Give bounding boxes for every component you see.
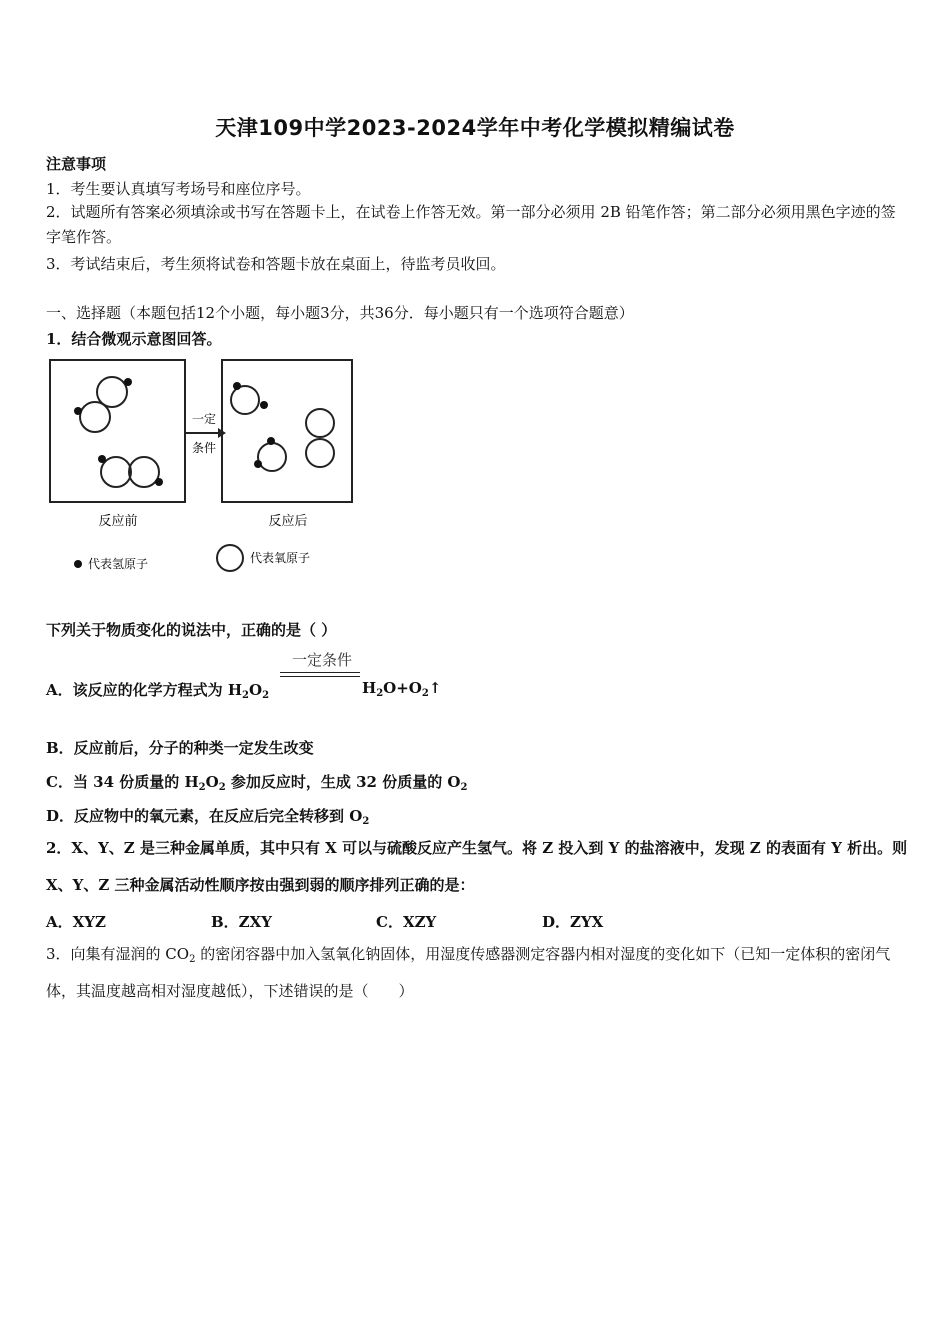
o2-molecule xyxy=(306,409,334,467)
q2-stem: 2．X、Y、Z 是三种金属单质，其中只有 X 可以与硫酸反应产生氢气。将 Z 投入到 Y 的盐溶液中，发现 Z 的表面有 Y 析出。则 X、Y、Z 三种金属活动性顺序按由强到弱的顺序排列正确的是： xyxy=(46,839,908,894)
before-box xyxy=(50,360,185,502)
legend-o-label: 代表氧原子 xyxy=(250,551,311,565)
q1-option-d[interactable]: D．反应物中的氧元素，在反应后完全转移到 $O_2$ xyxy=(46,807,370,827)
h-atom xyxy=(260,401,268,409)
q1-option-c[interactable]: C．当 34 份质量的 $H_2O_2$ 参加反应时，生成 32 份质量的 $O_2$ xyxy=(46,773,468,793)
q2-option-a[interactable]: A．XYZ xyxy=(46,913,106,931)
h-atom xyxy=(74,407,82,415)
after-label: 反应后 xyxy=(268,514,308,529)
q2-option-b[interactable]: B．ZXY xyxy=(211,913,272,931)
equation-bar-top xyxy=(280,672,360,673)
notice-heading: 注意事项 xyxy=(46,155,107,173)
legend-h-label: 代表氢原子 xyxy=(88,557,149,571)
notice-item-2: 2．试题所有答案必须填涂或书写在答题卡上，在试卷上作答无效。第一部分必须用 2B 铅笔作答；第二部分必须用黑色字迹的签字笔作答。 xyxy=(46,203,896,246)
legend-o-icon xyxy=(217,545,243,571)
h-atom xyxy=(98,455,106,463)
before-label: 反应前 xyxy=(98,514,138,529)
arrow-condition-bottom: 条件 xyxy=(191,441,217,455)
q2-option-d[interactable]: D．ZYX xyxy=(542,913,604,931)
arrow-condition-top: 一定 xyxy=(191,412,217,426)
q1-option-a[interactable]: A．该反应的化学方程式为 $H_2O_2$ xyxy=(46,681,270,701)
h2o-molecule xyxy=(231,386,286,471)
h-atom xyxy=(124,378,132,386)
h2o2-molecule xyxy=(101,457,159,487)
h-atom xyxy=(233,382,241,390)
q1-question: 下列关于物质变化的说法中，正确的是（ ） xyxy=(46,621,337,639)
q1-option-b[interactable]: B．反应前后，分子的种类一定发生改变 xyxy=(46,739,314,757)
reaction-diagram xyxy=(40,355,370,585)
h2o2-molecule xyxy=(80,377,127,432)
q1-stem: 1．结合微观示意图回答。 xyxy=(46,330,222,348)
legend-h-icon xyxy=(74,560,82,568)
notice-item-3: 3．考试结束后，考生须将试卷和答题卡放在桌面上，待监考员收回。 xyxy=(46,255,506,273)
equation-bar-bottom xyxy=(280,676,360,677)
notice-item-1: 1．考生要认真填写考场号和座位序号。 xyxy=(46,180,311,198)
equation-products: $H_2O+O_2↑$ xyxy=(362,679,442,699)
q3-stem: 3．向集有湿润的 $CO_2$ 的密闭容器中加入氢氧化钠固体，用湿度传感器测定容器内相对湿度的变化如下（已知一定体积的密闭气体，其温度越高相对湿度越低），下述错误的是（ ） xyxy=(46,945,891,1000)
section-heading: 一、选择题（本题包括12个小题，每小题3分，共36分．每小题只有一个选项符合题意） xyxy=(46,304,634,322)
h-atom xyxy=(155,478,163,486)
q2-option-c[interactable]: C．XZY xyxy=(376,913,437,931)
h-atom xyxy=(254,460,262,468)
equation-condition: 一定条件 xyxy=(291,651,352,669)
page-title: 天津109中学2023-2024学年中考化学模拟精编试卷 xyxy=(215,116,735,140)
h-atom xyxy=(267,437,275,445)
